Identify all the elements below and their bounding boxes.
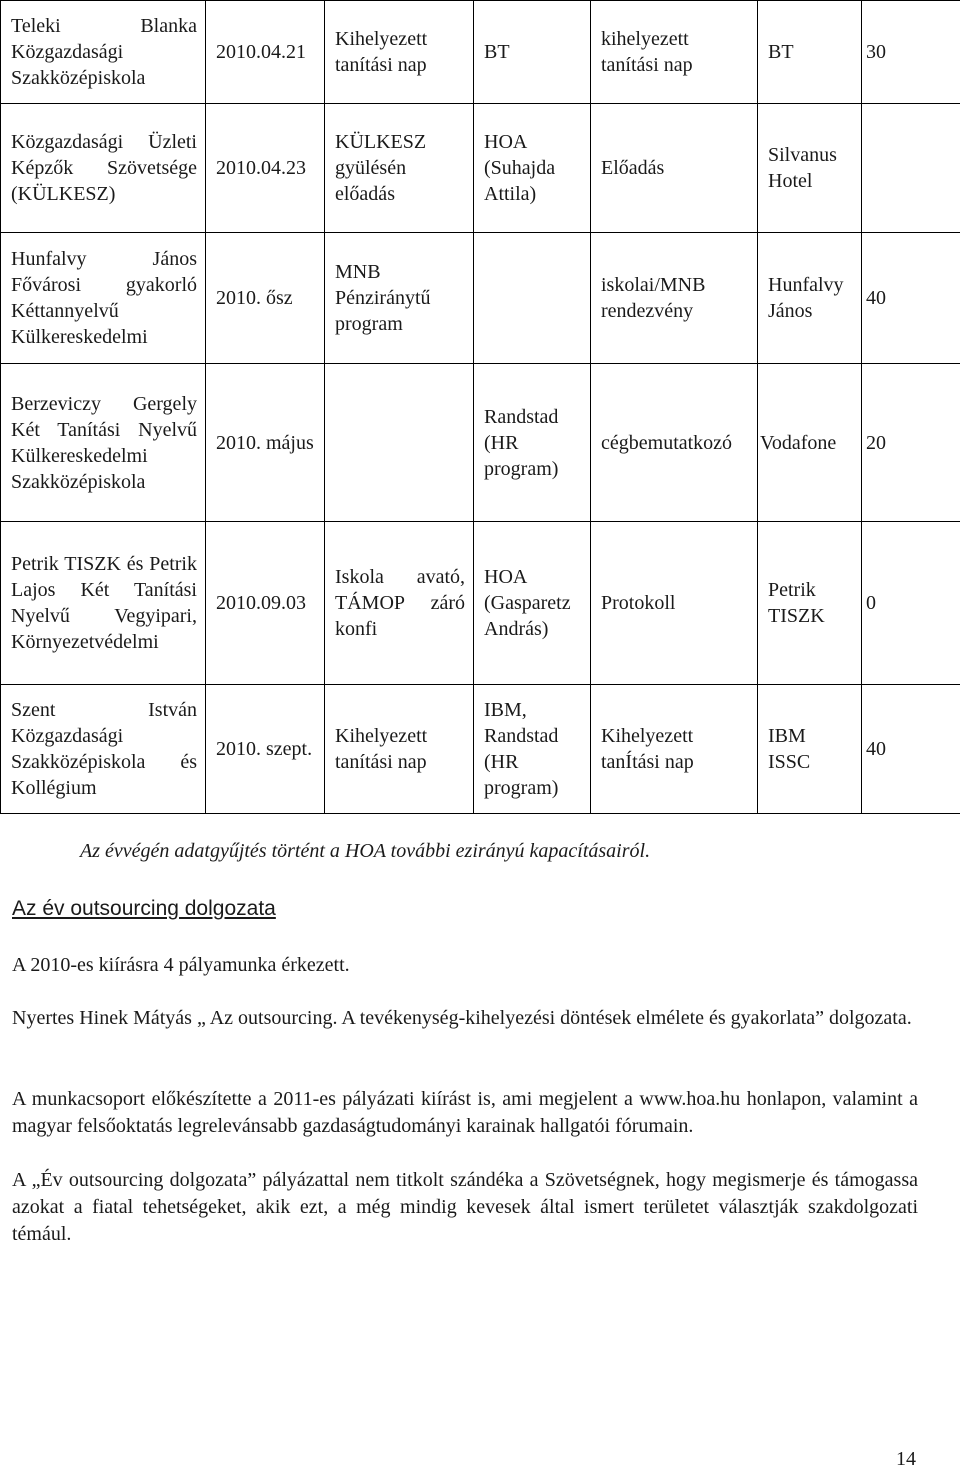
type-cell: Kihelyezett tanÍtási nap bbox=[591, 685, 758, 814]
event-cell bbox=[325, 364, 474, 522]
table-row bbox=[1, 104, 960, 233]
date-cell: 2010.04.23 bbox=[206, 104, 325, 233]
table-row bbox=[1, 233, 960, 364]
table-row bbox=[1, 685, 960, 814]
data-collection-note: Az évvégén adatgyűjtés történt a HOA további ezirányú kapacításairól. bbox=[80, 840, 651, 862]
event-cell: KÜLKESZ gyülésén előadás bbox=[325, 104, 474, 233]
institution-cell: Petrik TISZK és Petrik Lajos Két Tanítási Nyelvű Vegyipari, Környezetvédelmi bbox=[1, 522, 206, 685]
type-cell: Előadás bbox=[591, 104, 758, 233]
organizer-cell: IBM, Randstad (HR program) bbox=[474, 685, 591, 814]
paragraph-purpose: A „Év outsourcing dolgozata” pályázattal nem titkolt szándéka a Szövetségnek, hogy megismerje és támogassa azokat a fiatal tehetségeket, akik ezt, a még mindig kevesek által ismert területet választják szakdolgozati témául. bbox=[12, 1169, 918, 1245]
event-cell: Kihelyezett tanítási nap bbox=[325, 685, 474, 814]
institution-cell: Teleki Blanka Közgazdasági Szakközépiskola bbox=[1, 1, 206, 104]
organizer-cell bbox=[474, 233, 591, 364]
date-cell: 2010. szept. bbox=[206, 685, 325, 814]
institution-cell: Hunfalvy János Fővárosi gyakorló Kéttannyelvű Külkereskedelmi bbox=[1, 233, 206, 364]
organizer-cell: BT bbox=[474, 1, 591, 104]
table-row bbox=[1, 522, 960, 685]
participants-cell: 40 bbox=[862, 233, 960, 364]
venue-cell: BT bbox=[758, 1, 862, 104]
page-number: 14 bbox=[896, 1448, 916, 1470]
date-cell: 2010.04.21 bbox=[206, 1, 325, 104]
paragraph-call-for-papers: A munkacsoport előkészítette a 2011-es pályázati kiírást is, ami megjelent a www.hoa.hu honlapon, valamint a magyar felsőoktatás legrelevánsabb gazdaságtudományi karainak hallgatói fórumain. bbox=[12, 1088, 918, 1137]
participants-cell: 20 bbox=[862, 364, 960, 522]
venue-cell: Hunfalvy János bbox=[758, 233, 862, 364]
event-cell: Kihelyezett tanítási nap bbox=[325, 1, 474, 104]
date-cell: 2010. ősz bbox=[206, 233, 325, 364]
type-cell: Protokoll bbox=[591, 522, 758, 685]
participants-cell: 30 bbox=[862, 1, 960, 104]
participants-cell: 40 bbox=[862, 685, 960, 814]
event-cell: Iskola avató, TÁMOP záró konfi bbox=[325, 522, 474, 685]
organizer-cell: HOA (Gasparetz András) bbox=[474, 522, 591, 685]
organizer-cell: HOA (Suhajda Attila) bbox=[474, 104, 591, 233]
venue-cell: IBM ISSC bbox=[758, 685, 862, 814]
institution-cell: Szent István Közgazdasági Szakközépiskola és Kollégium bbox=[1, 685, 206, 814]
venue-cell: Silvanus Hotel bbox=[758, 104, 862, 233]
venue-cell: Vodafone bbox=[758, 364, 862, 522]
section-heading: Az év outsourcing dolgozata bbox=[12, 897, 276, 920]
venue-cell: Petrik TISZK bbox=[758, 522, 862, 685]
participants-cell bbox=[862, 104, 960, 233]
date-cell: 2010. május bbox=[206, 364, 325, 522]
paragraph-winner: Nyertes Hinek Mátyás „ Az outsourcing. A tevékenység-kihelyezési döntések elmélete és gyakorlata” dolgozata. bbox=[12, 1007, 912, 1029]
paragraph-submissions: A 2010-es kiírásra 4 pályamunka érkezett. bbox=[12, 954, 350, 976]
type-cell: cégbemutatkozó bbox=[591, 364, 758, 522]
event-cell: MNB Pénziránytű program bbox=[325, 233, 474, 364]
table-row bbox=[1, 364, 960, 522]
table-row bbox=[1, 1, 960, 104]
date-cell: 2010.09.03 bbox=[206, 522, 325, 685]
type-cell: iskolai/MNB rendezvény bbox=[591, 233, 758, 364]
type-cell: kihelyezett tanítási nap bbox=[591, 1, 758, 104]
institution-cell: Berzeviczy Gergely Két Tanítási Nyelvű Külkereskedelmi Szakközépiskola bbox=[1, 364, 206, 522]
institution-cell: Közgazdasági Üzleti Képzők Szövetsége (KÜLKESZ) bbox=[1, 104, 206, 233]
participants-cell: 0 bbox=[862, 522, 960, 685]
organizer-cell: Randstad (HR program) bbox=[474, 364, 591, 522]
